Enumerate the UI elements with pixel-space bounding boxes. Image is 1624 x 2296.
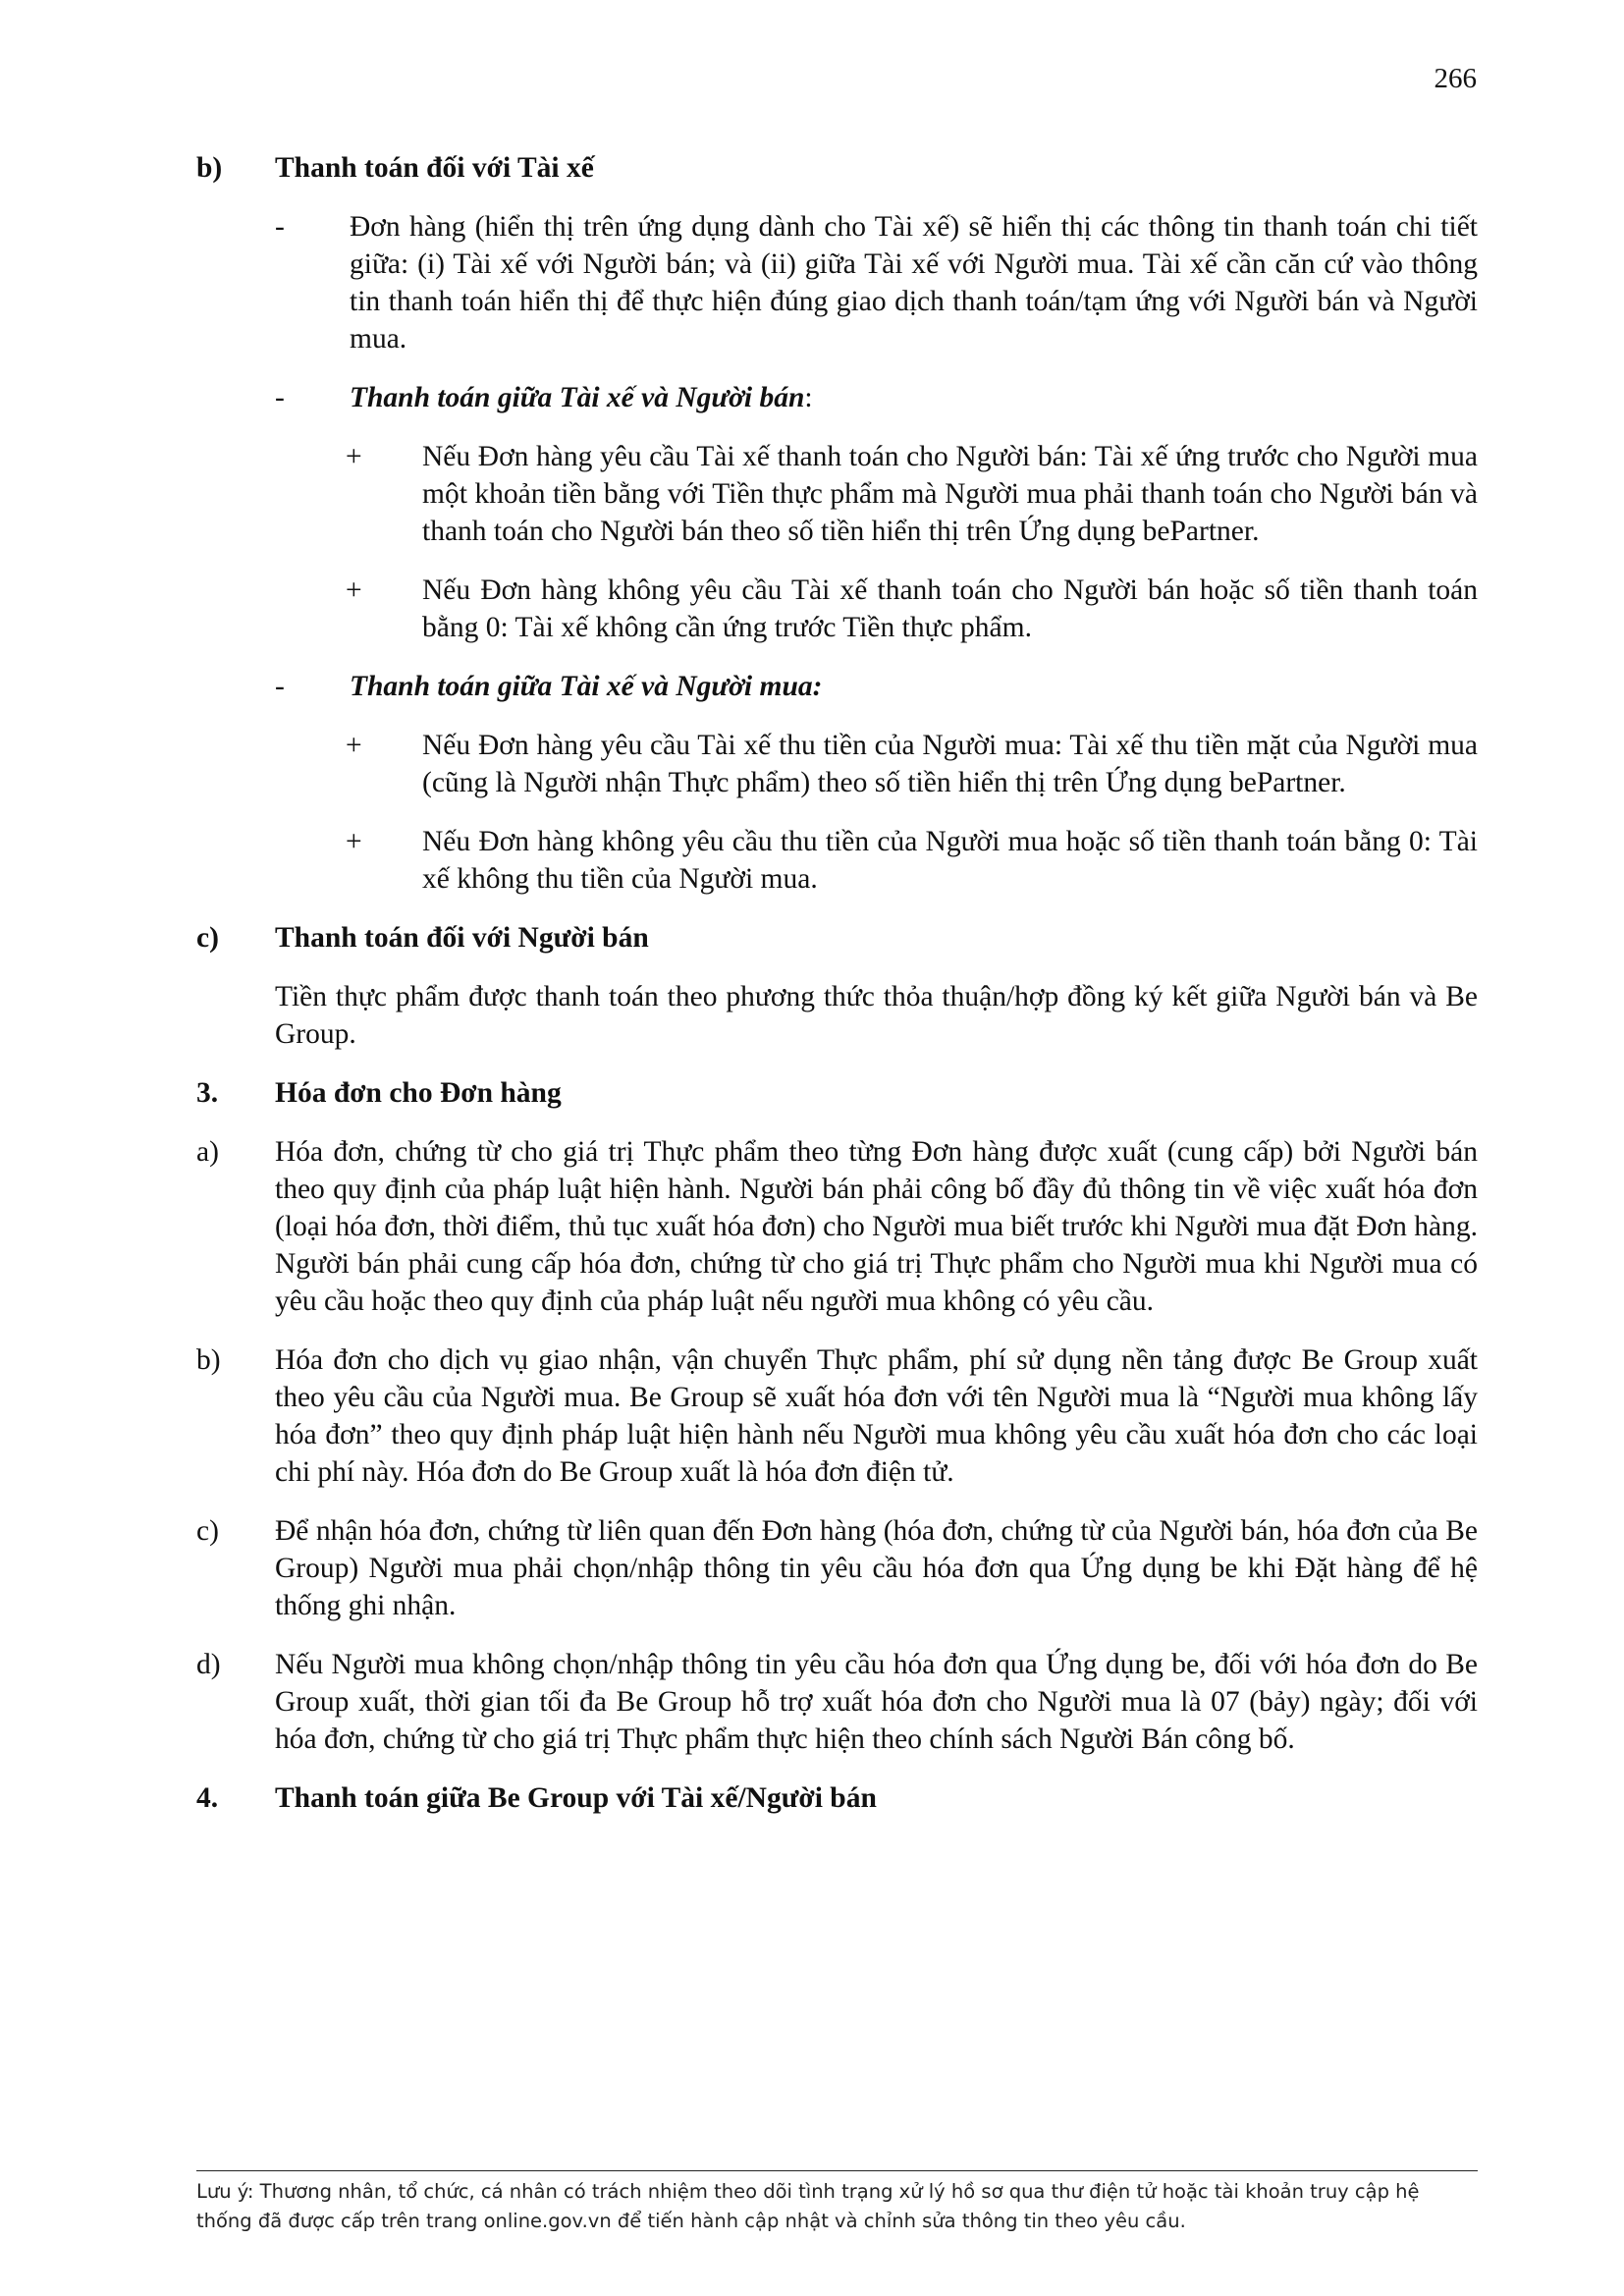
section-4-number: 4. — [196, 1782, 219, 1814]
plus-marker: + — [346, 730, 362, 761]
plus-marker: + — [346, 826, 362, 857]
section-c-number: c) — [196, 922, 219, 954]
list-item — [346, 572, 1478, 646]
item-number: a) — [196, 1136, 219, 1168]
subheading-text — [350, 379, 1478, 416]
list-item — [346, 438, 1478, 550]
invoice-item-c — [196, 1512, 1478, 1624]
dash-marker: - — [275, 382, 285, 413]
list-item — [346, 823, 1478, 898]
item-text: Hóa đơn, chứng từ cho giá trị Thực phẩm theo từng Đơn hàng được xuất (cung cấp) bởi Người bán theo quy định của pháp luật hiện hành. Người bán phải công bố đầy đủ thông tin về việc xuất hóa đơn (loại hóa đơn, thời điểm, thủ tục xuất hóa đơn) cho Người mua biết trước khi Người mua đặt Đơn hàng. Người bán phải cung cấp hóa đơn, chứng từ cho giá trị Thực phẩm cho Người mua khi Người mua có yêu cầu hoặc theo quy định của pháp luật nếu người mua không có yêu cầu. — [275, 1136, 1478, 1317]
section-b-paragraph — [275, 208, 1478, 357]
dash-marker: - — [275, 671, 285, 702]
section-3-number: 3. — [196, 1077, 219, 1109]
list-item-text: Nếu Đơn hàng không yêu cầu Tài xế thanh toán cho Người bán hoặc số tiền thanh toán bằng 0: Tài xế không cần ứng trước Tiền thực phẩm. — [422, 574, 1478, 643]
item-number: b) — [196, 1344, 221, 1376]
subheading-driver-buyer — [275, 668, 1478, 705]
list-item-text: Nếu Đơn hàng không yêu cầu thu tiền của Người mua hoặc số tiền thanh toán bằng 0: Tài xế không thu tiền của Người mua. — [422, 826, 1478, 895]
section-c-title: Thanh toán đối với Người bán — [275, 922, 649, 954]
section-c-heading — [196, 919, 1478, 957]
item-text: Nếu Người mua không chọn/nhập thông tin yêu cầu hóa đơn qua Ứng dụng be, đối với hóa đơn do Be Group xuất, thời gian tối đa Be Group hỗ trợ xuất hóa đơn cho Người mua là 07 (bảy) ngày; đối với hóa đơn, chứng từ cho giá trị Thực phẩm thực hiện theo chính sách Người Bán công bố. — [275, 1649, 1478, 1755]
subheading-title: Thanh toán giữa Tài xế và Người bán — [350, 382, 805, 413]
section-4-title: Thanh toán giữa Be Group với Tài xế/Người bán — [275, 1782, 877, 1814]
item-text: Để nhận hóa đơn, chứng từ liên quan đến Đơn hàng (hóa đơn, chứng từ của Người bán, hóa đơn của Be Group) Người mua phải chọn/nhập thông tin yêu cầu hóa đơn qua Ứng dụng be khi Đặt hàng để hệ thống ghi nhận. — [275, 1515, 1478, 1621]
plus-marker: + — [346, 574, 362, 606]
invoice-item-a — [196, 1133, 1478, 1320]
list-item — [346, 727, 1478, 801]
subheading-driver-seller — [275, 379, 1478, 416]
paragraph-text: Đơn hàng (hiển thị trên ứng dụng dành cho Tài xế) sẽ hiển thị các thông tin thanh toán chi tiết giữa: (i) Tài xế với Người bán; và (ii) giữa Tài xế với Người mua. Tài xế cần căn cứ vào thông tin thanh toán hiển thị để thực hiện đúng giao dịch thanh toán/tạm ứng với Người bán và Người mua. — [350, 211, 1478, 355]
item-text: Hóa đơn cho dịch vụ giao nhận, vận chuyển Thực phẩm, phí sử dụng nền tảng được Be Group xuất theo yêu cầu của Người mua. Be Group sẽ xuất hóa đơn với tên Người mua là “Người mua không lấy hóa đơn” theo quy định pháp luật hiện hành nếu Người mua không yêu cầu xuất hóa đơn cho các loại chi phí này. Hóa đơn do Be Group xuất là hóa đơn điện tử. — [275, 1344, 1478, 1488]
section-b-title: Thanh toán đối với Tài xế — [275, 152, 594, 184]
list-item-text: Nếu Đơn hàng yêu cầu Tài xế thu tiền của Người mua: Tài xế thu tiền mặt của Người mua (cũng là Người nhận Thực phẩm) theo số tiền hiển thị trên Ứng dụng bePartner. — [422, 730, 1478, 798]
section-3-title: Hóa đơn cho Đơn hàng — [275, 1077, 562, 1109]
section-3-heading — [196, 1074, 1478, 1112]
plus-marker: + — [346, 441, 362, 472]
section-c-body: Tiền thực phẩm được thanh toán theo phương thức thỏa thuận/hợp đồng ký kết giữa Người bán và Be Group. — [275, 981, 1478, 1050]
page-number: 266 — [1434, 63, 1477, 94]
item-number: d) — [196, 1649, 221, 1680]
invoice-item-d — [196, 1646, 1478, 1758]
dash-marker: - — [275, 211, 285, 243]
subheading-title: Thanh toán giữa Tài xế và Người mua: — [350, 671, 823, 702]
footer-note: Lưu ý: Thương nhân, tổ chức, cá nhân có trách nhiệm theo dõi tình trạng xử lý hồ sơ qua thư điện tử hoặc tài khoản truy cập hệ thống đã được cấp trên trang online.gov.vn để tiến hành cập nhật và chỉnh sửa thông tin theo yêu cầu. — [196, 2170, 1478, 2236]
document-body — [196, 149, 1478, 1838]
list-item-text: Nếu Đơn hàng yêu cầu Tài xế thanh toán cho Người bán: Tài xế ứng trước cho Người mua một khoản tiền bằng với Tiền thực phẩm mà Người mua phải thanh toán cho Người bán và thanh toán cho Người bán theo số tiền hiển thị trên Ứng dụng bePartner. — [422, 441, 1478, 547]
section-b-heading — [196, 149, 1478, 187]
subheading-colon: : — [804, 382, 813, 413]
section-4-heading — [196, 1779, 1478, 1817]
section-b-number: b) — [196, 152, 223, 184]
invoice-item-b — [196, 1341, 1478, 1491]
item-number: c) — [196, 1515, 219, 1547]
